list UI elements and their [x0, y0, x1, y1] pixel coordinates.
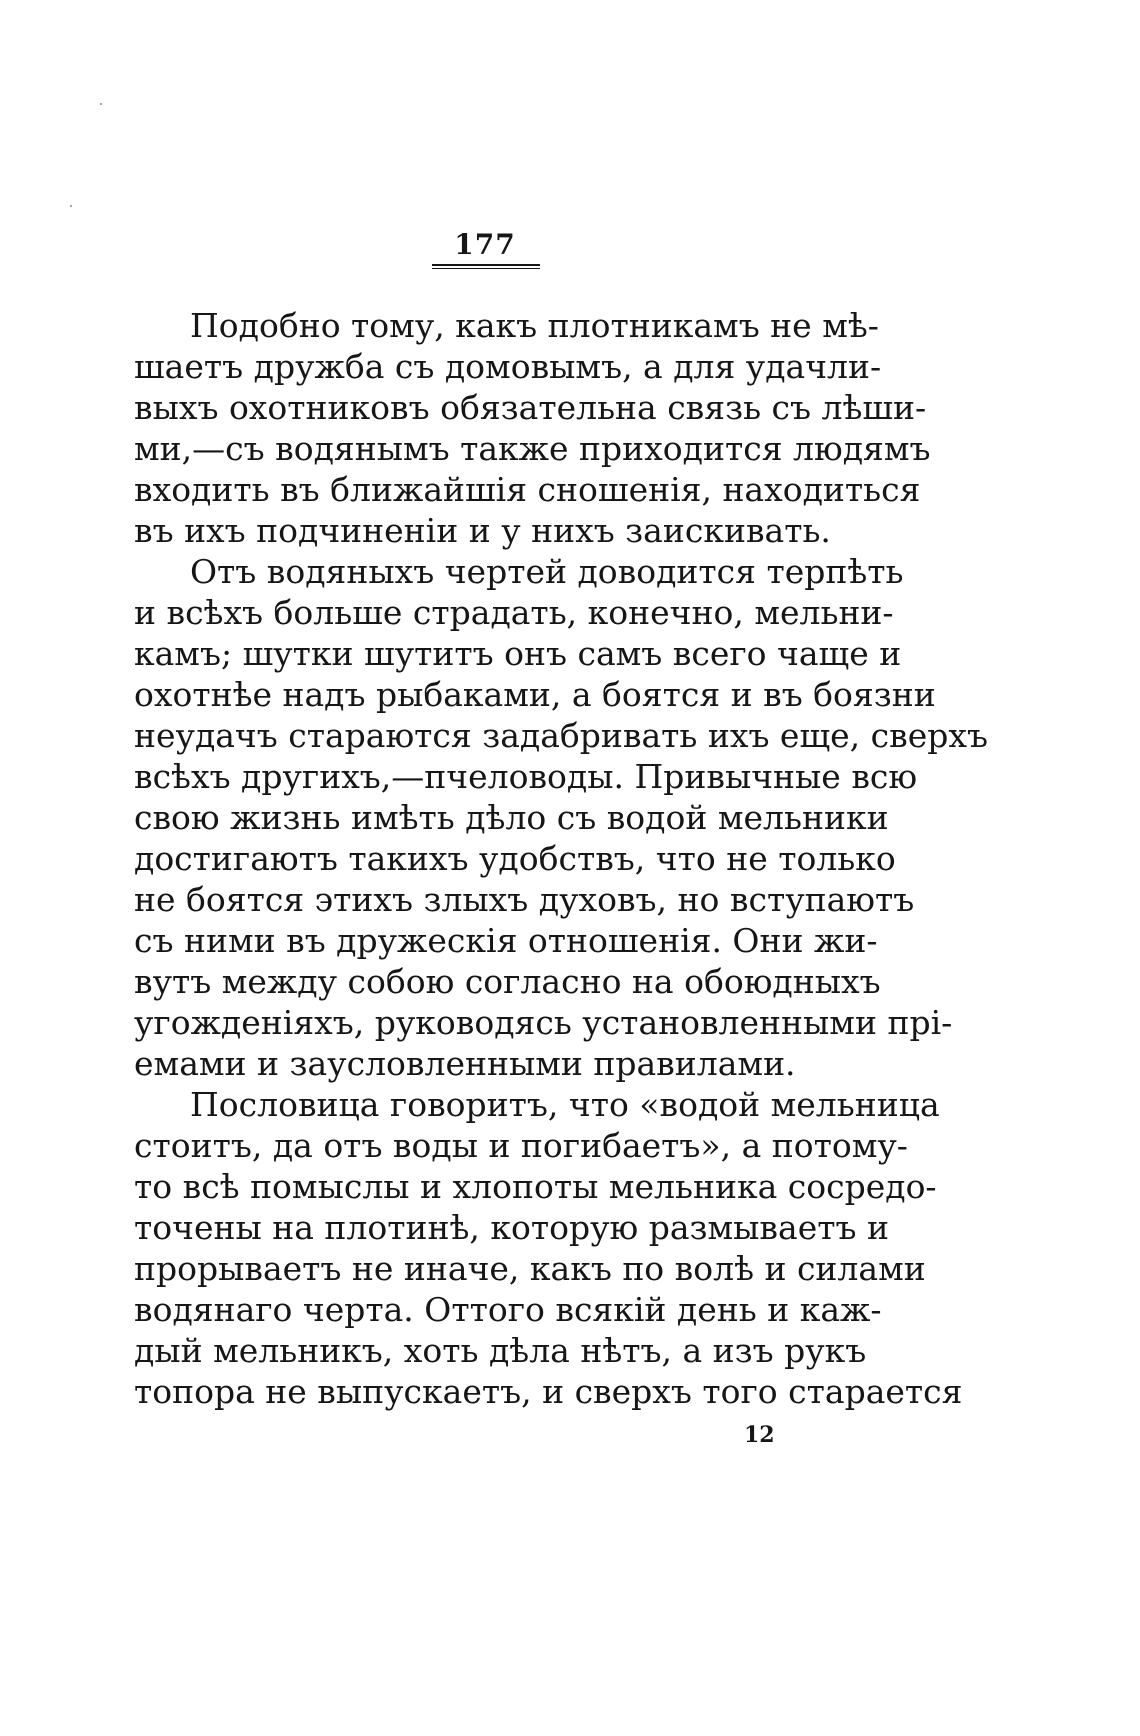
text-line: охотнѣе надъ рыбаками, а боятся и въ боязни	[134, 675, 936, 714]
text-line: топора не выпускаетъ, и сверхъ того старается	[134, 1372, 963, 1411]
paragraph-1	[134, 305, 931, 551]
text-line: выхъ охотниковъ обязательна связь съ лѣши-	[134, 388, 927, 427]
paper-speck	[100, 103, 102, 105]
paragraph-3	[134, 1084, 963, 1412]
text-line: емами и заусловленными правилами.	[134, 1044, 796, 1083]
text-line: неудачъ стараются задабривать ихъ еще, сверхъ	[134, 716, 988, 755]
text-line: ми,—съ водянымъ также приходится людямъ	[134, 429, 931, 468]
text-line: камъ; шутки шутитъ онъ самъ всего чаще и	[134, 634, 902, 673]
text-line: Подобно тому, какъ плотникамъ не мѣ-	[190, 306, 879, 345]
text-line: вутъ между собою согласно на обоюдныхъ	[134, 962, 881, 1001]
text-line: въ ихъ подчиненіи и у нихъ заискивать.	[134, 511, 831, 550]
text-line: всѣхъ другихъ,—пчеловоды. Привычные всю	[134, 757, 918, 796]
text-line: не боятся этихъ злыхъ духовъ, но вступаютъ	[134, 880, 915, 919]
page-number: 177	[454, 228, 516, 261]
body-text	[134, 305, 988, 1412]
text-line: прорываетъ не иначе, какъ по волѣ и силами	[134, 1249, 926, 1288]
text-line: свою жизнь имѣть дѣло съ водой мельники	[134, 798, 889, 837]
text-line: дый мельникъ, хоть дѣла нѣтъ, а изъ рукъ	[134, 1331, 867, 1370]
header-rule	[432, 268, 540, 269]
text-line: съ ними въ дружескія отношенія. Они жи-	[134, 921, 878, 960]
text-line: шаетъ дружба съ домовымъ, а для удачли-	[134, 347, 882, 386]
text-line: стоитъ, да отъ воды и погибаетъ», а потому-	[134, 1126, 908, 1165]
text-line: Пословица говоритъ, что «водой мельница	[190, 1085, 940, 1124]
text-line: точены на плотинѣ, которую размываетъ и	[134, 1208, 889, 1247]
text-line: водянаго черта. Оттого всякій день и каж-	[134, 1290, 882, 1329]
signature-mark: 12	[744, 1422, 775, 1448]
paper-speck	[70, 205, 72, 207]
text-line: достигаютъ такихъ удобствъ, что не только	[134, 839, 896, 878]
text-line: то всѣ помыслы и хлопоты мельника сосредо-	[134, 1167, 937, 1206]
header-rule	[432, 264, 540, 266]
text-line: угожденіяхъ, руководясь установленными прі-	[134, 1003, 953, 1042]
text-line: Отъ водяныхъ чертей доводится терпѣть	[190, 552, 904, 591]
paragraph-2	[134, 551, 988, 1084]
text-line: входить въ ближайшія сношенія, находиться	[134, 470, 921, 509]
text-line: и всѣхъ больше страдать, конечно, мельни-	[134, 593, 894, 632]
